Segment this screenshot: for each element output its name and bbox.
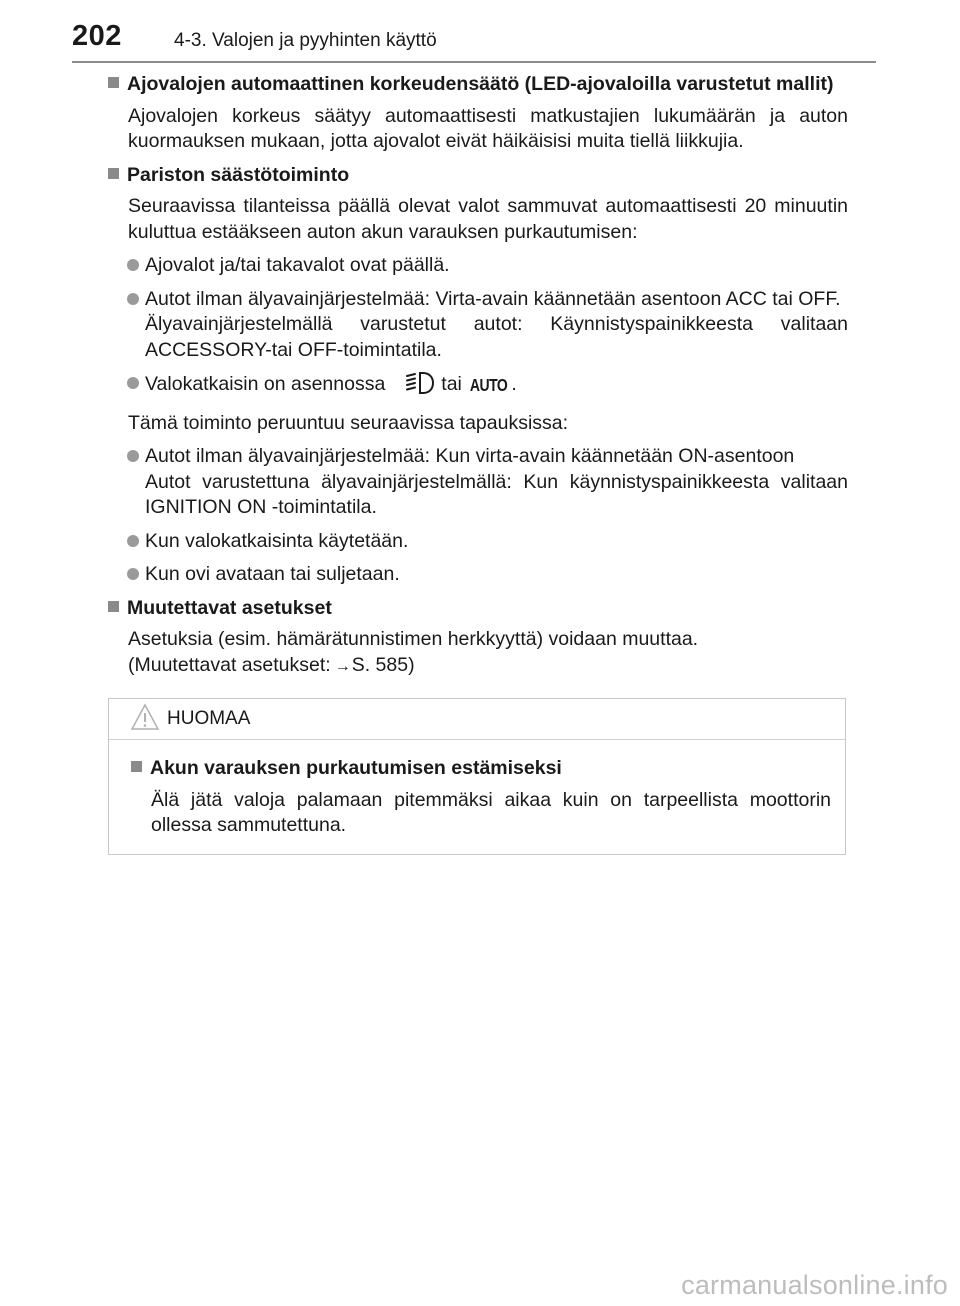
page-number: 202: [72, 20, 122, 52]
list-item: [108, 371, 848, 403]
gray-dot-icon: [127, 535, 139, 547]
list-item-text: Kun valokatkaisinta käytetään.: [145, 529, 409, 552]
notice-title: HUOMAA: [167, 708, 251, 729]
arrow-right-icon: →: [334, 657, 351, 675]
gray-dot-icon: [127, 259, 139, 271]
watermark: carmanualsonline.info: [681, 1270, 948, 1300]
paragraph: Tämä toiminto peruuntuu seuraavissa tapauksissa:: [128, 411, 569, 434]
paragraph-text: Asetuksia (esim. hämärätunnistimen herkkyyttä) voidaan muuttaa.: [128, 628, 699, 650]
list-item-text: Ajovalot ja/tai takavalot ovat päällä.: [145, 254, 450, 276]
headlight-icon: [405, 371, 435, 403]
gray-square-icon: [108, 601, 119, 612]
list-item: [108, 529, 848, 555]
warning-triangle-icon: [130, 703, 160, 731]
gray-square-icon: [131, 761, 142, 772]
list-item-text: Valokatkaisin on asennossa: [145, 373, 386, 395]
paragraph: [108, 627, 848, 679]
section-heading: [108, 163, 848, 189]
notice-header: [109, 699, 845, 740]
paragraph: Seuraavissa tilanteissa päällä olevat valot sammuvat automaattisesti 20 minuutin kuluttua estääkseen auton akun varauksen purkautumisen:: [128, 195, 848, 243]
header-divider: [72, 61, 876, 63]
heading-text: Ajovalojen automaattinen korkeudensäätö (LED-ajovaloilla varustetut mallit): [127, 73, 834, 95]
section-title: 4-3. Valojen ja pyyhinten käyttö: [174, 30, 437, 51]
list-item-text: Autot varustettuna älyavainjärjestelmällä: Kun käynnistyspainikkeesta valitaan IGNITION ON -toimintatila.: [145, 470, 848, 518]
gray-square-icon: [108, 168, 119, 179]
heading-text: Akun varauksen purkautumisen estämiseksi: [150, 757, 562, 779]
heading-text: Muutettavat asetukset: [127, 596, 332, 619]
gray-dot-icon: [127, 450, 139, 462]
page-header: [0, 0, 960, 66]
page-reference-link[interactable]: S. 585): [351, 653, 415, 676]
list-item: [108, 287, 848, 364]
list-item-text: Kun ovi avataan tai suljetaan.: [145, 563, 400, 585]
gray-dot-icon: [127, 377, 139, 389]
gray-dot-icon: [127, 293, 139, 305]
section-heading: [108, 72, 848, 98]
list-item-text: .: [511, 373, 517, 395]
list-item: [108, 253, 848, 279]
notice-heading: [131, 756, 831, 782]
paragraph: Ajovalojen korkeus säätyy automaattisesti matkustajien lukumäärän ja auton kuormauksen mukaan, jotta ajovalot eivät häikäisisi muita tiellä liikkujia.: [128, 104, 848, 152]
auto-icon: AUTO: [469, 374, 508, 395]
notice-body: [131, 756, 831, 839]
gray-square-icon: [108, 77, 119, 88]
reference-prefix: (Muutettavat asetukset:: [128, 653, 331, 676]
list-item: [108, 444, 848, 521]
list-item-text: Autot ilman älyavainjärjestelmää: Virta-avain käännetään asentoon ACC tai OFF.: [145, 287, 841, 310]
list-item-text: Älyavainjärjestelmällä varustetut autot: Käynnistyspainikkeesta valitaan ACCESSORY-tai OFF-toimintatila.: [145, 313, 848, 361]
gray-dot-icon: [127, 568, 139, 580]
section-heading: [108, 596, 848, 622]
notice-box: [108, 698, 846, 855]
list-item-text: tai: [441, 373, 462, 395]
main-content: [108, 72, 848, 679]
list-item-text: Autot ilman älyavainjärjestelmää: Kun virta-avain käännetään ON-asentoon: [145, 445, 795, 467]
list-item: [108, 562, 848, 588]
heading-text: Pariston säästötoiminto: [127, 163, 350, 186]
notice-text: Älä jätä valoja palamaan pitemmäksi aikaa kuin on tarpeellista moottorin ollessa sammutettuna.: [151, 788, 831, 836]
